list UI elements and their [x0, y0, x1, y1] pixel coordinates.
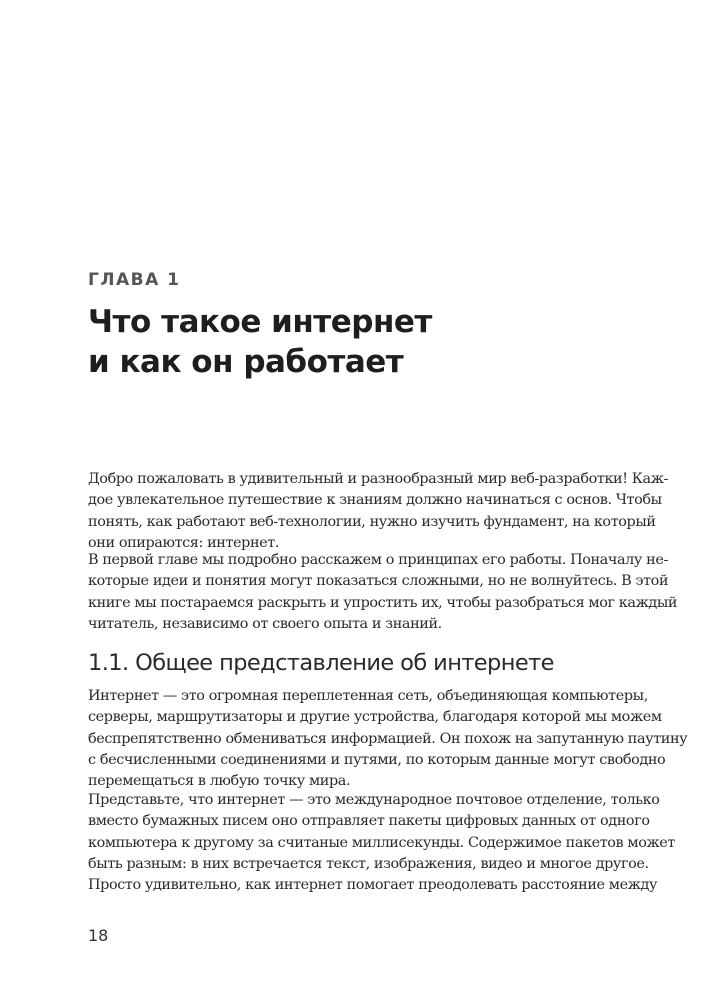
text-line: которые идеи и понятия могут показаться сложными, но не волнуйтесь. В этой: [88, 573, 669, 590]
text-line: беспрепятственно обмениваться информацией. Он похож на запутанную паутину: [88, 730, 688, 747]
intro-paragraph: [88, 550, 678, 635]
chapter-title-line: Что такое интернет: [88, 304, 432, 340]
text-line: серверы, маршрутизаторы и другие устройства, благодаря которой мы можем: [88, 709, 662, 726]
text-line: Добро пожаловать в удивительный и разнообразный мир веб-разработки! Каж-: [88, 471, 668, 487]
chapter-title-line: и как он работает: [88, 344, 404, 380]
intro-paragraph: [88, 469, 668, 554]
text-line: они опираются: интернет.: [88, 534, 280, 551]
text-line: Просто удивительно, как интернет помогает преодолевать расстояние между: [88, 877, 658, 894]
text-line: дое увлекательное путешествие к знаниям должно начинаться с основ. Чтобы: [88, 492, 662, 509]
text-line: вместо бумажных писем оно отправляет пакеты цифровых данных от одного: [88, 813, 650, 830]
chapter-title: [88, 302, 628, 382]
text-line: с бесчисленными соединениями и путями, по которым данные могут свободно: [88, 751, 666, 768]
section-paragraph: [88, 686, 688, 792]
text-line: Интернет — это огромная переплетенная сеть, объединяющая компьютеры,: [88, 688, 648, 704]
chapter-label: ГЛАВА 1: [88, 270, 181, 290]
text-line: быть разным: в них встречается текст, изображения, видео и многое другое.: [88, 855, 649, 872]
section-paragraph: [88, 790, 675, 896]
page-number: 18: [88, 926, 109, 945]
section-heading: 1.1. Общее представление об интернете: [88, 650, 554, 676]
text-line: книге мы постараемся раскрыть и упростить их, чтобы разобраться мог каждый: [88, 594, 678, 611]
text-line: читатель, независимо от своего опыта и знаний.: [88, 615, 442, 632]
text-line: В первой главе мы подробно расскажем о принципах его работы. Поначалу не-: [88, 552, 668, 568]
text-line: компьютера к другому за считаные миллисекунды. Содержимое пакетов может: [88, 834, 675, 851]
text-line: Представьте, что интернет — это международное почтовое отделение, только: [88, 792, 660, 808]
text-line: понять, как работают веб-технологии, нужно изучить фундамент, на который: [88, 513, 656, 530]
text-line: перемещаться в любую точку мира.: [88, 773, 351, 790]
